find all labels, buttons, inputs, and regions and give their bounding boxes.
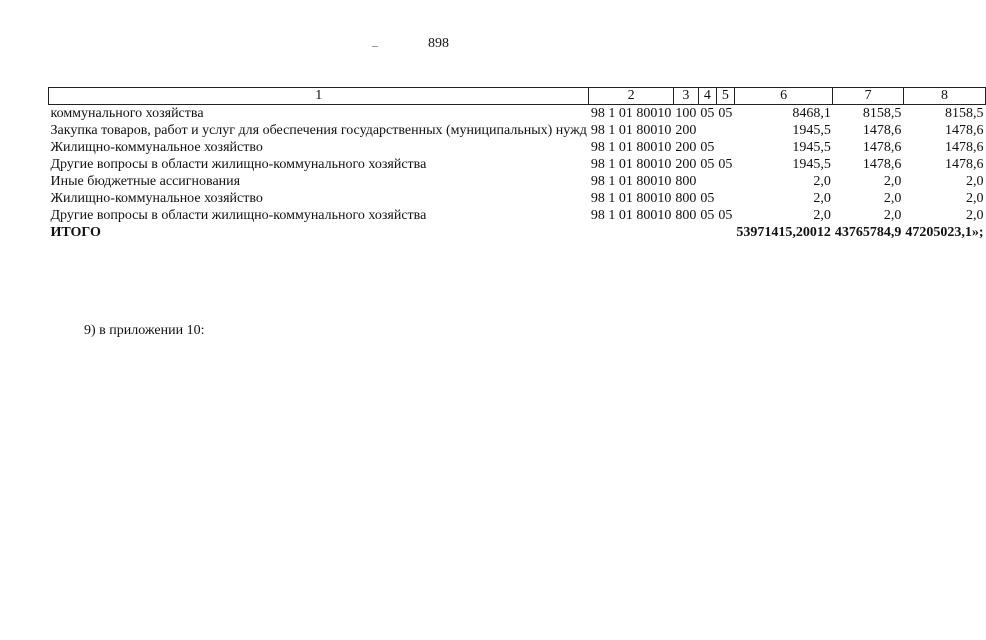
row-value-7: 2,0 [883, 208, 902, 223]
page-number: 898 [428, 36, 449, 51]
row-c4: 05 [700, 208, 715, 223]
total-label: ИТОГО [50, 225, 101, 240]
table-row [49, 156, 986, 173]
header-col-7: 7 [833, 88, 904, 105]
row-value-7: 1478,6 [862, 157, 902, 172]
row-c3: 200 [675, 123, 697, 138]
row-code: 98 1 01 80010 [590, 174, 672, 189]
row-value-7: 2,0 [883, 191, 902, 206]
header-row [49, 88, 986, 105]
header-col-6: 6 [734, 88, 833, 105]
row-name: Иные бюджетные ассигнования [50, 174, 241, 189]
row-value-8: 2,0 [966, 208, 984, 223]
row-c4: 05 [700, 140, 715, 155]
header-col-5: 5 [716, 88, 734, 105]
row-value-6: 2,0 [813, 174, 831, 189]
table-row [49, 122, 986, 139]
row-value-8: 1478,6 [945, 157, 984, 172]
row-c4: 05 [700, 157, 715, 172]
total-value-6: 53971415,20012 [736, 225, 831, 240]
row-name: коммунального хозяйства [50, 106, 204, 121]
row-c5 [716, 122, 734, 139]
row-c5 [716, 139, 734, 156]
row-value-6: 2,0 [813, 208, 831, 223]
row-c5: 05 [718, 208, 733, 223]
table-row [49, 190, 986, 207]
row-c3: 200 [675, 157, 697, 172]
row-c3: 800 [675, 208, 697, 223]
row-c5 [716, 190, 734, 207]
row-value-8: 8158,5 [945, 106, 984, 121]
row-c3: 100 [675, 106, 697, 121]
row-c3: 800 [675, 191, 697, 206]
row-name: Другие вопросы в области жилищно-коммунального хозяйства [50, 157, 427, 172]
header-col-2: 2 [589, 88, 674, 105]
row-value-6: 1945,5 [792, 157, 831, 172]
row-c5: 05 [718, 106, 733, 121]
row-value-6: 1945,5 [792, 123, 831, 138]
table-row [49, 173, 986, 190]
row-code: 98 1 01 80010 [590, 191, 672, 206]
row-name: Жилищно-коммунальное хозяйство [50, 140, 263, 155]
row-c3: 800 [675, 174, 697, 189]
total-row [49, 224, 986, 241]
row-code: 98 1 01 80010 [590, 208, 672, 223]
header-col-1: 1 [49, 88, 589, 105]
row-value-8: 2,0 [966, 174, 984, 189]
row-code: 98 1 01 80010 [590, 157, 672, 172]
row-c4: 05 [700, 191, 715, 206]
header-col-8: 8 [903, 88, 985, 105]
table-row [49, 139, 986, 156]
row-c4: 05 [700, 106, 715, 121]
row-value-6: 1945,5 [792, 140, 831, 155]
header-col-3: 3 [673, 88, 698, 105]
row-code: 98 1 01 80010 [590, 123, 672, 138]
row-name: Жилищно-коммунальное хозяйство [50, 191, 263, 206]
row-name: Другие вопросы в области жилищно-коммунального хозяйства [50, 208, 427, 223]
row-c5 [716, 173, 734, 190]
row-value-7: 2,0 [883, 174, 902, 189]
table-row [49, 105, 986, 123]
row-c5: 05 [718, 157, 733, 172]
row-code: 98 1 01 80010 [590, 140, 672, 155]
row-code: 98 1 01 80010 [590, 106, 672, 121]
row-value-8: 1478,6 [945, 140, 984, 155]
table-row [49, 207, 986, 224]
row-name: Закупка товаров, работ и услуг для обеспечения государственных (муниципальных) нужд [50, 123, 587, 138]
total-value-8: 47205023,1»; [905, 225, 984, 240]
budget-table [48, 87, 986, 241]
row-c3: 200 [675, 140, 697, 155]
dash-mark: – [372, 38, 378, 52]
row-c4 [698, 173, 716, 190]
row-c4 [698, 122, 716, 139]
row-value-6: 8468,1 [792, 106, 831, 121]
appendix-note: 9) в приложении 10: [84, 323, 205, 338]
row-value-7: 8158,5 [862, 106, 902, 121]
total-value-7: 43765784,9 [834, 225, 902, 240]
row-value-7: 1478,6 [862, 123, 902, 138]
header-col-4: 4 [698, 88, 716, 105]
row-value-8: 1478,6 [945, 123, 984, 138]
row-value-7: 1478,6 [862, 140, 902, 155]
row-value-8: 2,0 [966, 191, 984, 206]
row-value-6: 2,0 [813, 191, 831, 206]
